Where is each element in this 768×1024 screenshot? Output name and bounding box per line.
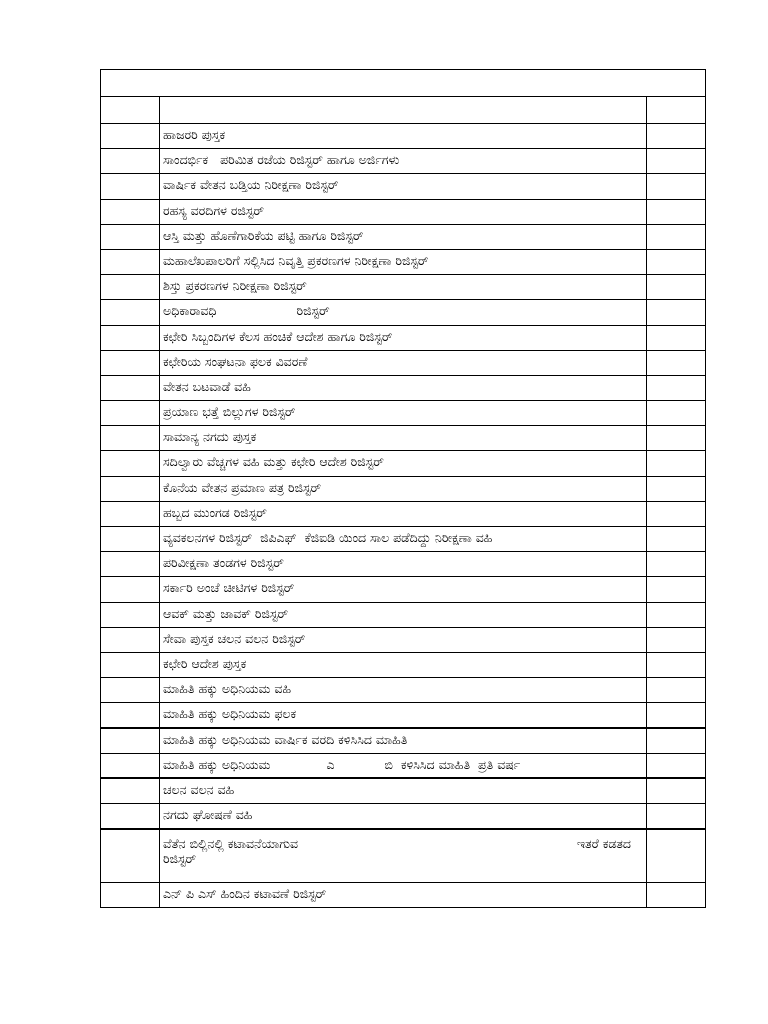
serial-cell [101, 527, 160, 552]
register-name-cell: ಸದಿಲ್ವಾರು ವೆಚ್ಚಗಳ ವಹಿ ಮತ್ತು ಕಛೇರಿ ಆದೇಶ ರಿಜಿಸ್ಟರ್ [160, 451, 647, 476]
serial-cell [101, 882, 160, 907]
table-row [101, 703, 706, 728]
register-name-cell: ವ್ಯವಕಲನಗಳ ರಿಜಿಸ್ಟರ್ ಜಿಪಿಎಫ್ ಕೆಜಿಐಡಿ ಯಿಂದ ಸಾಲ ಪಡೆದಿದ್ದು ನಿರೀಕ್ಷಣಾ ವಹಿ [160, 527, 647, 552]
register-name-text: ಮಾಹಿತಿ ಹಕ್ಕು ಅಧಿನಿಯಮ [163, 756, 271, 772]
serial-cell [101, 652, 160, 677]
remarks-cell [647, 375, 706, 400]
remarks-cell [647, 627, 706, 652]
serial-cell [101, 199, 160, 224]
remarks-cell [647, 577, 706, 602]
table-row [101, 476, 706, 501]
register-name-cell: ಶಿಸ್ತು ಪ್ರಕರಣಗಳ ನಿರೀಕ್ಷಣಾ ರಿಜಿಸ್ಟರ್ [160, 275, 647, 300]
remarks-cell [647, 678, 706, 703]
table-header-row [101, 97, 706, 124]
register-part-a-text: ಇತರೆ ಕಡತದ [576, 835, 631, 851]
table-row [101, 753, 706, 778]
serial-cell [101, 275, 160, 300]
serial-cell [101, 249, 160, 274]
remarks-cell [647, 174, 706, 199]
serial-cell [101, 678, 160, 703]
register-name-cell: ಮಾಹಿತಿ ಹಕ್ಕು ಅಧಿನಿಯಮ ವಹಿ [160, 678, 647, 703]
register-name-cell: ರಹಸ್ಯ ವರದಿಗಳ ರಜಿಸ್ಟರ್ [160, 199, 647, 224]
table-row [101, 124, 706, 149]
serial-cell [101, 401, 160, 426]
header-cell-remarks [647, 97, 706, 124]
serial-cell [101, 124, 160, 149]
table-row [101, 882, 706, 907]
register-name-cell: ಆವಕ್ ಮತ್ತು ಜಾವಕ್ ರಿಜಿಸ್ಟರ್ [160, 602, 647, 627]
header-cell-serial [101, 97, 160, 124]
remarks-cell [647, 476, 706, 501]
register-name-cell: ಸಾಮಾನ್ಯ ನಗದು ಪುಸ್ತಕ [160, 426, 647, 451]
table-row [101, 678, 706, 703]
serial-cell [101, 753, 160, 778]
register-name-cell: ಕಛೇರಿ ಆದೇಶ ಪುಸ್ತಕ [160, 652, 647, 677]
remarks-cell [647, 552, 706, 577]
remarks-cell [647, 501, 706, 526]
remarks-cell [647, 199, 706, 224]
register-name-cell: ನಗದು ಘೋಷಣೆ ವಹಿ [160, 804, 647, 829]
table-row [101, 149, 706, 174]
table-row [101, 325, 706, 350]
serial-cell [101, 602, 160, 627]
table-row [101, 451, 706, 476]
serial-cell [101, 703, 160, 728]
remarks-cell [647, 527, 706, 552]
table-row [101, 375, 706, 400]
table-title-cell [101, 70, 706, 97]
table-row [101, 728, 706, 753]
remarks-cell [647, 728, 706, 753]
table-row [101, 275, 706, 300]
register-name-cell: ಸೇವಾ ಪುಸ್ತಕ ಚಲನ ವಲನ ರಿಜಿಸ್ಟರ್ [160, 627, 647, 652]
serial-cell [101, 174, 160, 199]
table-row [101, 350, 706, 375]
remarks-cell [647, 275, 706, 300]
register-name-cell [160, 753, 647, 778]
register-name-cell: ಆಸ್ತಿ ಮತ್ತು ಹೊಣೆಗಾರಿಕೆಯ ಪಟ್ಟಿ ಹಾಗೂ ರಿಜಿಸ್ಟರ್ [160, 224, 647, 249]
serial-cell [101, 451, 160, 476]
serial-cell [101, 778, 160, 803]
register-name-text: ಅಧಿಕಾರಾವಧಿ [163, 303, 217, 319]
remarks-cell [647, 753, 706, 778]
register-name-cell [160, 300, 647, 325]
remarks-cell [647, 703, 706, 728]
table-title-row [101, 70, 706, 97]
table-row [101, 527, 706, 552]
serial-cell [101, 300, 160, 325]
register-name-cell: ವಾರ್ಷಿಕ ವೇತನ ಬಡ್ತಿಯ ನಿರೀಕ್ಷಣಾ ರಿಜಿಸ್ಟರ್ [160, 174, 647, 199]
serial-cell [101, 501, 160, 526]
serial-cell [101, 829, 160, 883]
register-name-cell: ಕಛೇರಿಯ ಸಂಘಟನಾ ಫಲಕ ವಿವರಣೆ [160, 350, 647, 375]
remarks-cell [647, 778, 706, 803]
register-suffix-text: ರಿಜಿಸ್ಟರ್ [296, 303, 330, 319]
remarks-cell [647, 300, 706, 325]
register-name-cell: ವೇತನ ಬಟವಾಡೆ ವಹಿ [160, 375, 647, 400]
serial-cell [101, 224, 160, 249]
remarks-cell [647, 829, 706, 883]
serial-cell [101, 804, 160, 829]
register-table [100, 69, 706, 908]
remarks-cell [647, 602, 706, 627]
table-row [101, 224, 706, 249]
serial-cell [101, 426, 160, 451]
register-name-cell: ಕೊನೆಯ ವೇತನ ಪ್ರಮಾಣ ಪತ್ರ ರಿಜಿಸ್ಟರ್ [160, 476, 647, 501]
register-name-cell: ಸಾಂದರ್ಭಿಕ ಪರಿಮಿತ ರಜೆಯ ರಿಜಿಸ್ಟರ್ ಹಾಗೂ ಅರ್ಜಿಗಳು [160, 149, 647, 174]
table-row [101, 829, 706, 883]
serial-cell [101, 350, 160, 375]
table-row [101, 627, 706, 652]
register-name-cell: ಪರಿವೀಕ್ಷಣಾ ತಂಡಗಳ ರಿಜಿಸ್ಟರ್ [160, 552, 647, 577]
remarks-cell [647, 401, 706, 426]
remarks-cell [647, 149, 706, 174]
remarks-cell [647, 249, 706, 274]
register-name-cell: ಮಾಹಿತಿ ಹಕ್ಕು ಅಧಿನಿಯಮ ಫಲಕ [160, 703, 647, 728]
register-name-cell: ಮಹಾಲೆಖಪಾಲರಿಗೆ ಸಲ್ಲಿಸಿದ ನಿವೃತ್ತಿ ಪ್ರಕರಣಗಳ ನಿರೀಕ್ಷಣಾ ರಿಜಿಸ್ಟರ್ [160, 249, 647, 274]
register-name-cell: ಪ್ರಯಾಣ ಭತ್ತೆ ಬಿಲ್ಲುಗಳ ರಿಜಿಸ್ಟರ್ [160, 401, 647, 426]
serial-cell [101, 149, 160, 174]
table-row [101, 577, 706, 602]
serial-cell [101, 476, 160, 501]
serial-cell [101, 325, 160, 350]
register-part-b-text: ಬಿ ಕಳಿಸಿಸಿದ ಮಾಹಿತಿ ಪ್ರತಿ ವರ್ಷ [384, 756, 521, 772]
register-name-cell: ಸರ್ಕಾರಿ ಅಂಚೆ ಚೀಟಿಗಳ ರಿಜಿಸ್ಟರ್ [160, 577, 647, 602]
table-row [101, 174, 706, 199]
remarks-cell [647, 882, 706, 907]
register-name-cell: ಮಾಹಿತಿ ಹಕ್ಕು ಅಧಿನಿಯಮ ವಾರ್ಷಿಕ ವರದಿ ಕಳಿಸಿಸಿದ ಮಾಹಿತಿ [160, 728, 647, 753]
serial-cell [101, 552, 160, 577]
remarks-cell [647, 451, 706, 476]
table-row [101, 501, 706, 526]
serial-cell [101, 375, 160, 400]
remarks-cell [647, 350, 706, 375]
table-row [101, 552, 706, 577]
remarks-cell [647, 426, 706, 451]
serial-cell [101, 577, 160, 602]
register-name-cell: ಹಾಜರರಿ ಪುಸ್ತಕ [160, 124, 647, 149]
table-row [101, 249, 706, 274]
remarks-cell [647, 804, 706, 829]
register-part-a-text: ಎ [326, 756, 335, 772]
register-name-cell: ಕಛೇರಿ ಸಿಬ್ಬಂದಿಗಳ ಕೆಲಸ ಹಂಚಿಕೆ ಆದೇಶ ಹಾಗೂ ರಿಜಿಸ್ಟರ್ [160, 325, 647, 350]
remarks-cell [647, 124, 706, 149]
table-row [101, 426, 706, 451]
register-name-cell: ಹಬ್ಬದ ಮುಂಗಡ ರಿಜಿಸ್ಟರ್ [160, 501, 647, 526]
table-row [101, 300, 706, 325]
table-row [101, 602, 706, 627]
remarks-cell [647, 325, 706, 350]
serial-cell [101, 728, 160, 753]
serial-cell [101, 627, 160, 652]
register-name-text: ವೆತೆನ ಬಿಲ್ಲಿನಲ್ಲಿ ಕಟಾವನೆಯಾಗುವ [163, 835, 299, 851]
table-row [101, 401, 706, 426]
remarks-cell [647, 224, 706, 249]
table-row [101, 804, 706, 829]
register-name-cell: ಎನ್ ಪಿ ಎಸ್ ಹಿಂದಿನ ಕಟಾವಣೆ ರಿಜಿಸ್ಟರ್ [160, 882, 647, 907]
register-part-b-text: ರಿಜಿಸ್ಟರ್ [163, 850, 197, 866]
table-row [101, 652, 706, 677]
header-cell-name [160, 97, 647, 124]
table-row [101, 778, 706, 803]
table-row [101, 199, 706, 224]
remarks-cell [647, 652, 706, 677]
register-name-cell [160, 829, 647, 883]
register-name-cell: ಚಲನ ವಲನ ವಹಿ [160, 778, 647, 803]
